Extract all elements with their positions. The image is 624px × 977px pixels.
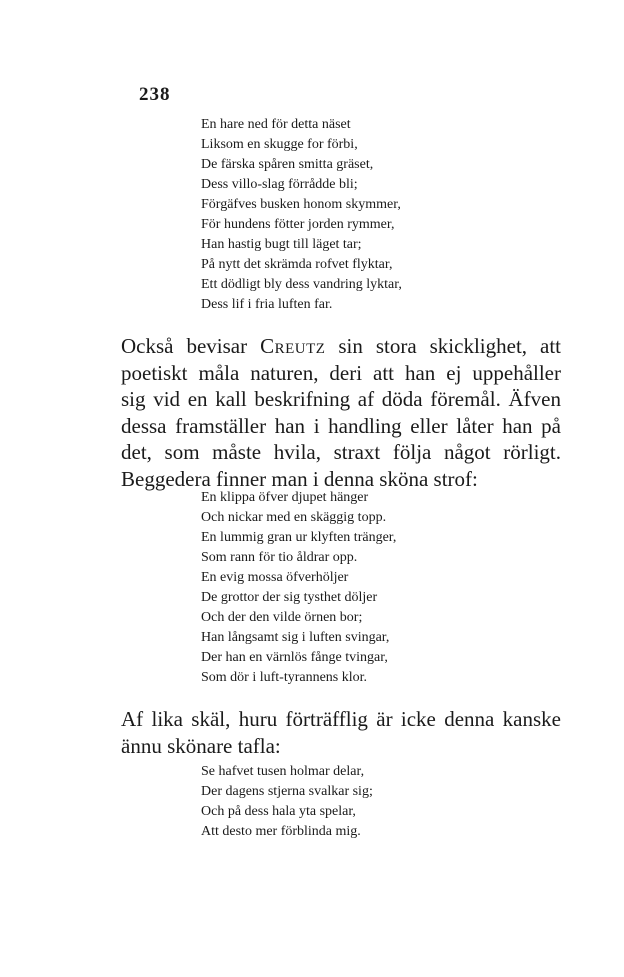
poem-line: Dess lif i fria luften far. (201, 297, 333, 312)
page-number: 238 (139, 84, 171, 105)
poem-line: Ett dödligt bly dess vandring lyktar, (201, 277, 402, 292)
prose-line: dessa framställer han i handling eller låter han på (121, 413, 561, 438)
poem-line: Och nickar med en skäggig topp. (201, 510, 387, 525)
poem-line: En hare ned för detta näset (201, 117, 351, 132)
poem-line: En klippa öfver djupet hänger (201, 490, 369, 505)
poem-line: Se hafvet tusen holmar delar, (201, 764, 365, 779)
poem-line: Och på dess hala yta spelar, (201, 804, 356, 819)
prose-text: sin stora skicklighet, att (325, 334, 561, 358)
poem-stanza-1 (201, 115, 402, 315)
prose-line: det, som måste hvila, straxt följa något rörligt. (121, 440, 561, 464)
poem-line: De grottor der sig tysthet döljer (201, 590, 378, 605)
prose-paragraph-1 (121, 333, 561, 492)
poem-line: Som rann för tio åldrar opp. (201, 550, 358, 565)
poem-line: Dess villo-slag förrådde bli; (201, 177, 358, 192)
prose-line: poetiskt måla naturen, deri att han ej uppehåller (121, 360, 561, 385)
poem-line: Han hastig bugt till läget tar; (201, 237, 362, 252)
prose-paragraph-2 (121, 706, 561, 759)
poem-line: Der han en värnlös fånge tvingar, (201, 650, 388, 665)
poem-line: Som dör i luft-tyrannens klor. (201, 670, 368, 685)
poem-line: Han långsamt sig i luften svingar, (201, 630, 390, 645)
poem-line: Förgäfves busken honom skymmer, (201, 197, 401, 212)
poem-line: Och der den vilde örnen bor; (201, 610, 363, 625)
poem-line: För hundens fötter jorden rymmer, (201, 217, 395, 232)
poem-line: Liksom en skugge for förbi, (201, 137, 358, 152)
poem-stanza-3 (201, 762, 373, 842)
poem-line: De färska spåren smitta gräset, (201, 157, 374, 172)
prose-line: sig vid en kall beskrifning af döda föremål. Äfven (121, 387, 561, 411)
prose-line: Af lika skäl, huru förträfflig är icke denna kanske (121, 707, 561, 731)
poem-line: Att desto mer förblinda mig. (201, 824, 361, 839)
prose-line (121, 333, 561, 360)
prose-line: ännu skönare tafla: (121, 733, 281, 758)
poem-line: En evig mossa öfverhöljer (201, 570, 349, 585)
poem-line: På nytt det skrämda rofvet flyktar, (201, 257, 393, 272)
author-name: Creutz (260, 334, 326, 358)
prose-text: Också bevisar (121, 334, 261, 358)
poem-line: Der dagens stjerna svalkar sig; (201, 784, 373, 799)
prose-line: Beggedera finner man i denna sköna strof: (121, 466, 478, 491)
poem-line: En lummig gran ur klyften tränger, (201, 530, 397, 545)
poem-stanza-2 (201, 488, 396, 688)
